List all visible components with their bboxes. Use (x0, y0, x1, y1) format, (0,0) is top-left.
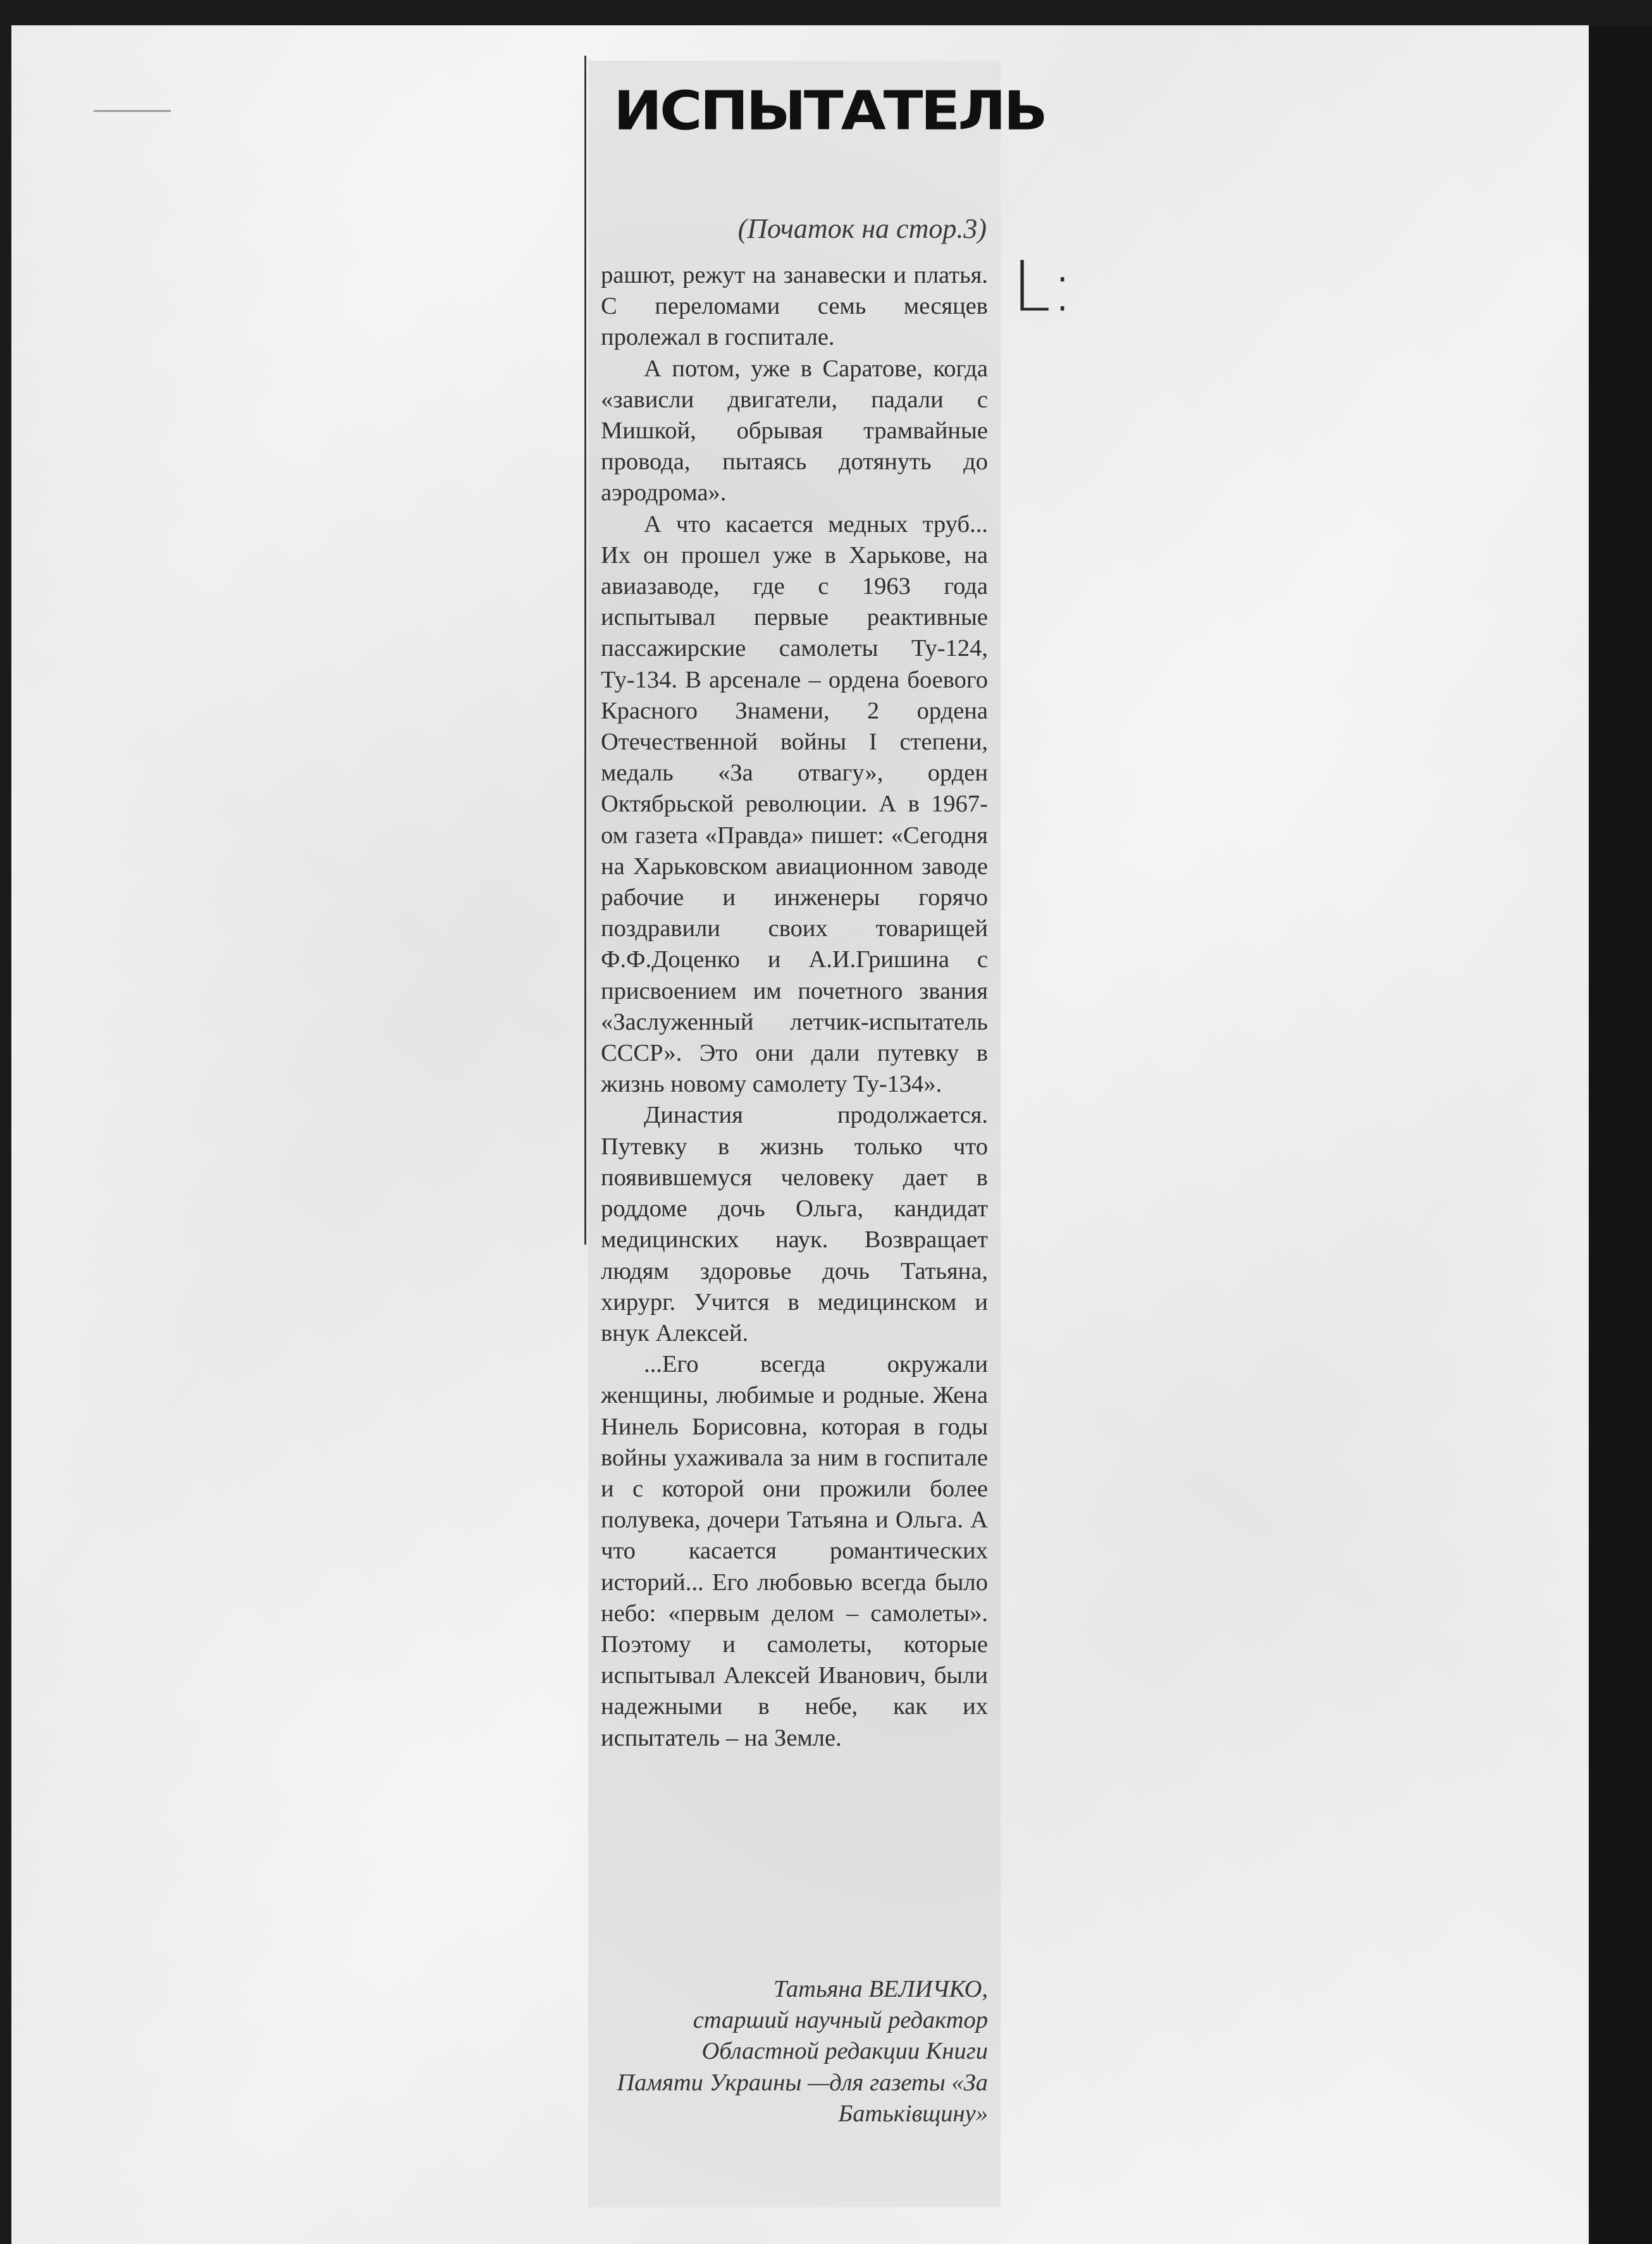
author-name: Татьяна ВЕЛИЧКО, (773, 1976, 988, 2002)
newspaper-clipping (588, 61, 1045, 2207)
continuation-note: (Початок на стор.3) (737, 213, 987, 244)
author-affiliation: Областной редакции Книги (701, 2038, 988, 2065)
scan-right-border (1589, 25, 1652, 2244)
article-paragraph: А что касается медных труб... Их он прошел уже в Харькове, на авиазаводе, где с 1963 года испытывал первые реактивные пассажирские самолеты Ту-124, Ту-134. В арсенале – ордена боевого Красного Знамени, 2 ордена Отечественной войны I степени, медаль «За отвагу», орден Октябрьской революции. А в 1967-ом газета «Правда» пишет: «Сегодня на Харьковском авиационном заводе рабочие и инженеры горячо поздравили своих товарищей Ф.Ф.Доценко и А.И.Гришина с присвоением им почетного звания «Заслуженный летчик-испытатель СССР». Это они дали путевку в жизнь новому самолету Ту-134». (601, 510, 988, 1098)
article-paragraph: А потом, уже в Саратове, когда «зависли двигатели, падали с Мишкой, обрывая трамвайные провода, пытаясь дотянуть до аэродрома». (601, 355, 988, 507)
article-paragraph: Династия продолжается. Путевку в жизнь только что появившемуся человеку дает в роддоме дочь Ольга, кандидат медицинских наук. Возвращает людям здоровье дочь Татьяна, хирург. Учится в медицинском и внук Алексей. (601, 1102, 988, 1347)
article-paragraph: рашют, режут на занавески и платья. С переломами семь месяцев пролежал в госпитале. (601, 262, 988, 351)
article-body (601, 260, 988, 1754)
article-paragraph: ...Его всегда окружали женщины, любимые и родные. Жена Нинель Борисовна, которая в годы войны ухаживала за ним в госпитале и с которой они прожили более полувека, дочери Татьяна и Ольга. А что касается романтических историй... Его любовью всегда было небо: «первым делом – самолеты». Поэтому и самолеты, которые испытывал Алексей Иванович, были надежными в небе, как их испытатель – на Земле. (601, 1351, 988, 1751)
column-rule (584, 56, 586, 1245)
scan-top-border (0, 0, 1652, 27)
handwritten-mark: L: (1012, 246, 1075, 327)
author-signature (601, 1974, 988, 2130)
article-headline: ИСПЫТАТЕЛЬ (613, 80, 1045, 142)
pencil-mark (94, 110, 171, 112)
author-affiliation-cont: Памяти Украины —для газеты «За Батьківщину» (617, 2069, 988, 2127)
author-title: старший научный редактор (693, 2007, 988, 2034)
